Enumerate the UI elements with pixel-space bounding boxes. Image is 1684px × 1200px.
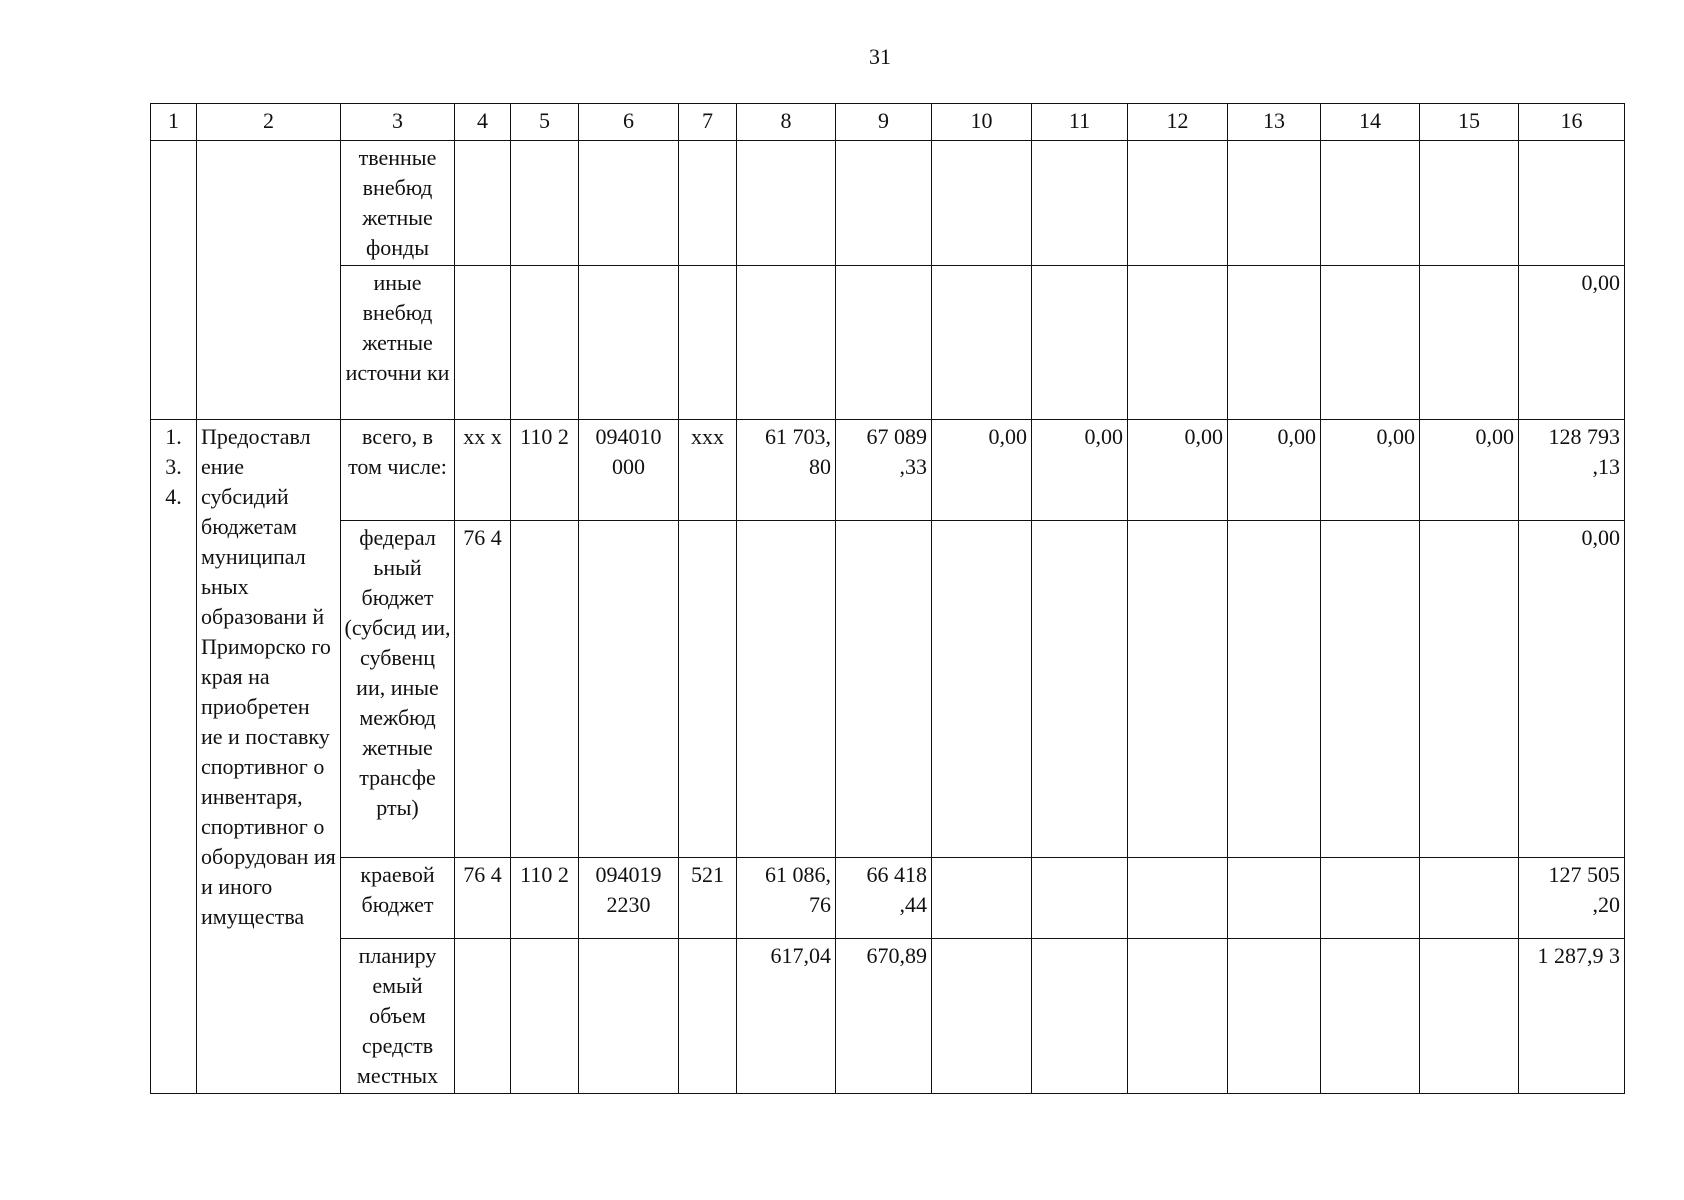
- column-header: 3: [341, 104, 455, 141]
- table-row: [151, 141, 1625, 266]
- table-row: [151, 858, 1625, 939]
- grbs-cell: 76 4: [455, 858, 511, 939]
- amount-cell: 0,00: [1228, 420, 1321, 521]
- column-header: 5: [511, 104, 579, 141]
- item-number: 1. 3. 4.: [151, 420, 197, 1094]
- amount-cell: 0,00: [1321, 420, 1420, 521]
- total-cell: 1 287,9 3: [1519, 939, 1625, 1094]
- funding-source-cell: иные внебюд жетные источни ки: [341, 266, 455, 420]
- column-header: 4: [455, 104, 511, 141]
- funding-source-cell: всего, в том числе:: [341, 420, 455, 521]
- target-article-cell: 094010 000: [579, 420, 679, 521]
- column-header: 13: [1228, 104, 1321, 141]
- amount-cell: 61 703, 80: [737, 420, 836, 521]
- table-row: [151, 420, 1625, 521]
- amount-cell: 0,00: [932, 420, 1032, 521]
- amount-cell: 67 089 ,33: [836, 420, 932, 521]
- amount-cell: 0,00: [1420, 420, 1519, 521]
- total-cell: 127 505 ,20: [1519, 858, 1625, 939]
- cell-col1: [151, 141, 197, 420]
- expense-type-cell: 521: [679, 858, 737, 939]
- budget-table: [150, 103, 1625, 1094]
- grbs-cell: xx x: [455, 420, 511, 521]
- table-row: [151, 521, 1625, 858]
- column-header: 1: [151, 104, 197, 141]
- cell-col2: [197, 141, 341, 420]
- amount-cell: 617,04: [737, 939, 836, 1094]
- column-header: 9: [836, 104, 932, 141]
- funding-source-cell: краевой бюджет: [341, 858, 455, 939]
- grbs-cell: 76 4: [455, 521, 511, 858]
- table-row: [151, 266, 1625, 420]
- section-cell: 110 2: [511, 420, 579, 521]
- column-header: 11: [1032, 104, 1128, 141]
- target-article-cell: 094019 2230: [579, 858, 679, 939]
- item-name: Предоставл ение субсидий бюджетам муниципал ьных образовани й Приморско го края на приобретен ие и поставку спортивног о инвентаря, спортивног о оборудован ия и иного имущества: [197, 420, 341, 1094]
- column-header: 16: [1519, 104, 1625, 141]
- page-number: 31: [869, 44, 891, 69]
- amount-cell: 66 418 ,44: [836, 858, 932, 939]
- total-cell: 0,00: [1519, 521, 1625, 858]
- funding-source-cell: федерал ьный бюджет (субсид ии, субвенц ии, иные межбюд жетные трансфе рты): [341, 521, 455, 858]
- column-header: 8: [737, 104, 836, 141]
- amount-cell: 0,00: [1128, 420, 1228, 521]
- total-cell: [1519, 141, 1625, 266]
- funding-source-cell: твенные внебюд жетные фонды: [341, 141, 455, 266]
- column-header: 14: [1321, 104, 1420, 141]
- column-header: 12: [1128, 104, 1228, 141]
- column-header: 7: [679, 104, 737, 141]
- funding-source-cell: планиру емый объем средств местных: [341, 939, 455, 1094]
- total-cell: 128 793 ,13: [1519, 420, 1625, 521]
- table-row: [151, 939, 1625, 1094]
- column-header: 15: [1420, 104, 1519, 141]
- amount-cell: 670,89: [836, 939, 932, 1094]
- column-header: 2: [197, 104, 341, 141]
- amount-cell: 61 086, 76: [737, 858, 836, 939]
- amount-cell: 0,00: [1032, 420, 1128, 521]
- column-header: 6: [579, 104, 679, 141]
- total-cell: 0,00: [1519, 266, 1625, 420]
- expense-type-cell: xxx: [679, 420, 737, 521]
- section-cell: 110 2: [511, 858, 579, 939]
- column-number-row: [151, 104, 1625, 141]
- column-header: 10: [932, 104, 1032, 141]
